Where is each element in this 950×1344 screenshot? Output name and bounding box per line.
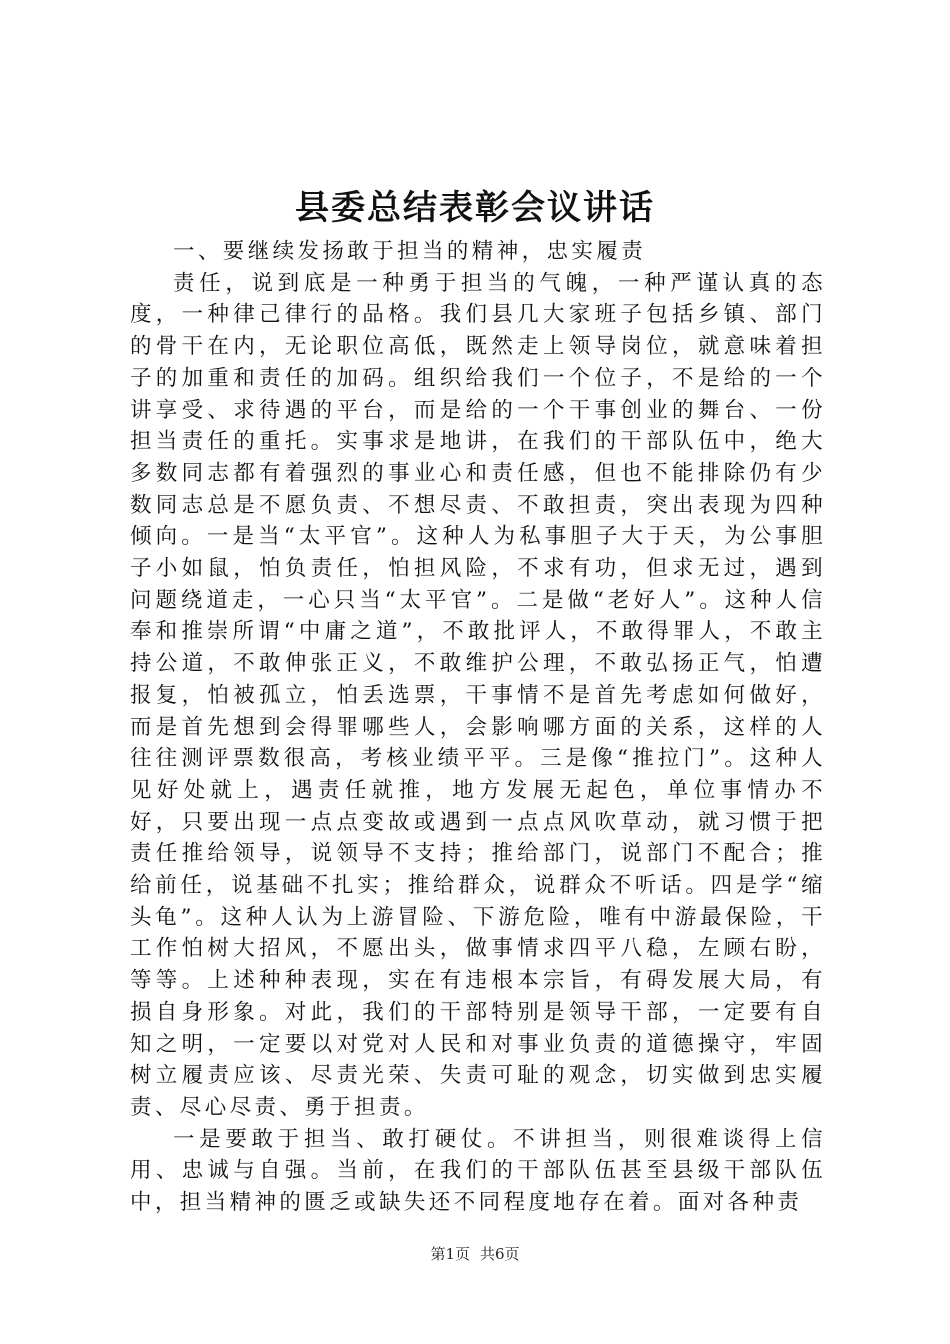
body-paragraph: 责任，说到底是一种勇于担当的气魄，一种严谨认真的态度，一种律己律行的品格。我们县几大家班子包括乡镇、部门的骨干在内，无论职位高低，既然走上领导岗位，就意味着担子的加重和责任的加码。组织给我们一个位子，不是给的一个讲享受、求待遇的平台，而是给的一个干事创业的舞台、一份担当责任的重托。实事求是地讲，在我们的干部队伍中，绝大多数同志都有着强烈的事业心和责任感，但也不能排除仍有少数同志总是不愿负责、不想尽责、不敢担责，突出表现为四种倾向。一是当“太平官”。这种人为私事胆子大于天，为公事胆子小如鼠，怕负责任，怕担风险，不求有功，但求无过，遇到问题绕道走，一心只当“太平官”。二是做“老好人”。这种人信奉和推崇所谓“中庸之道”，不敢批评人，不敢得罪人，不敢主持公道，不敢伸张正义，不敢维护公理，不敢弘扬正气，怕遭报复，怕被孤立，怕丢选票，干事情不是首先考虑如何做好，而是首先想到会得罪哪些人，会影响哪方面的关系，这样的人往往测评票数很高，考核业绩平平。三是像“推拉门”。这种人见好处就上，遇责任就推，地方发展无起色，单位事情办不好，只要出现一点点变故或遇到一点点风吹草动，就习惯于把责任推给领导，说领导不支持；推给部门，说部门不配合；推给前任，说基础不扎实；推给群众，说群众不听话。四是学“缩头龟”。这种人认为上游冒险、下游危险，唯有中游最保险，干工作怕树大招风，不愿出头，做事情求四平八稳，左顾右盼，等等。上述种种表现，实在有违根本宗旨，有碍发展大局，有损自身形象。对此，我们的干部特别是领导干部，一定要有自知之明，一定要以对党对人民和对事业负责的道德操守，牢固树立履责应该、尽责光荣、失责可耻的观念，切实做到忠实履责、尽心尽责、勇于担责。 (130, 270, 826, 1120)
section-heading: 一、要继续发扬敢于担当的精神，忠实履责 (173, 239, 647, 264)
document-title: 县委总结表彰会议讲话 (295, 188, 655, 228)
page-total: 共6页 (480, 1245, 520, 1263)
page-number: 第1页 (430, 1245, 470, 1263)
page-footer (0, 1244, 950, 1264)
body-paragraph: 一是要敢于担当、敢打硬仗。不讲担当，则很难谈得上信用、忠诚与自强。当前，在我们的干部队伍甚至县级干部队伍中，担当精神的匮乏或缺失还不同程度地存在着。面对各种责 (130, 1126, 826, 1216)
document-body (130, 236, 826, 1219)
